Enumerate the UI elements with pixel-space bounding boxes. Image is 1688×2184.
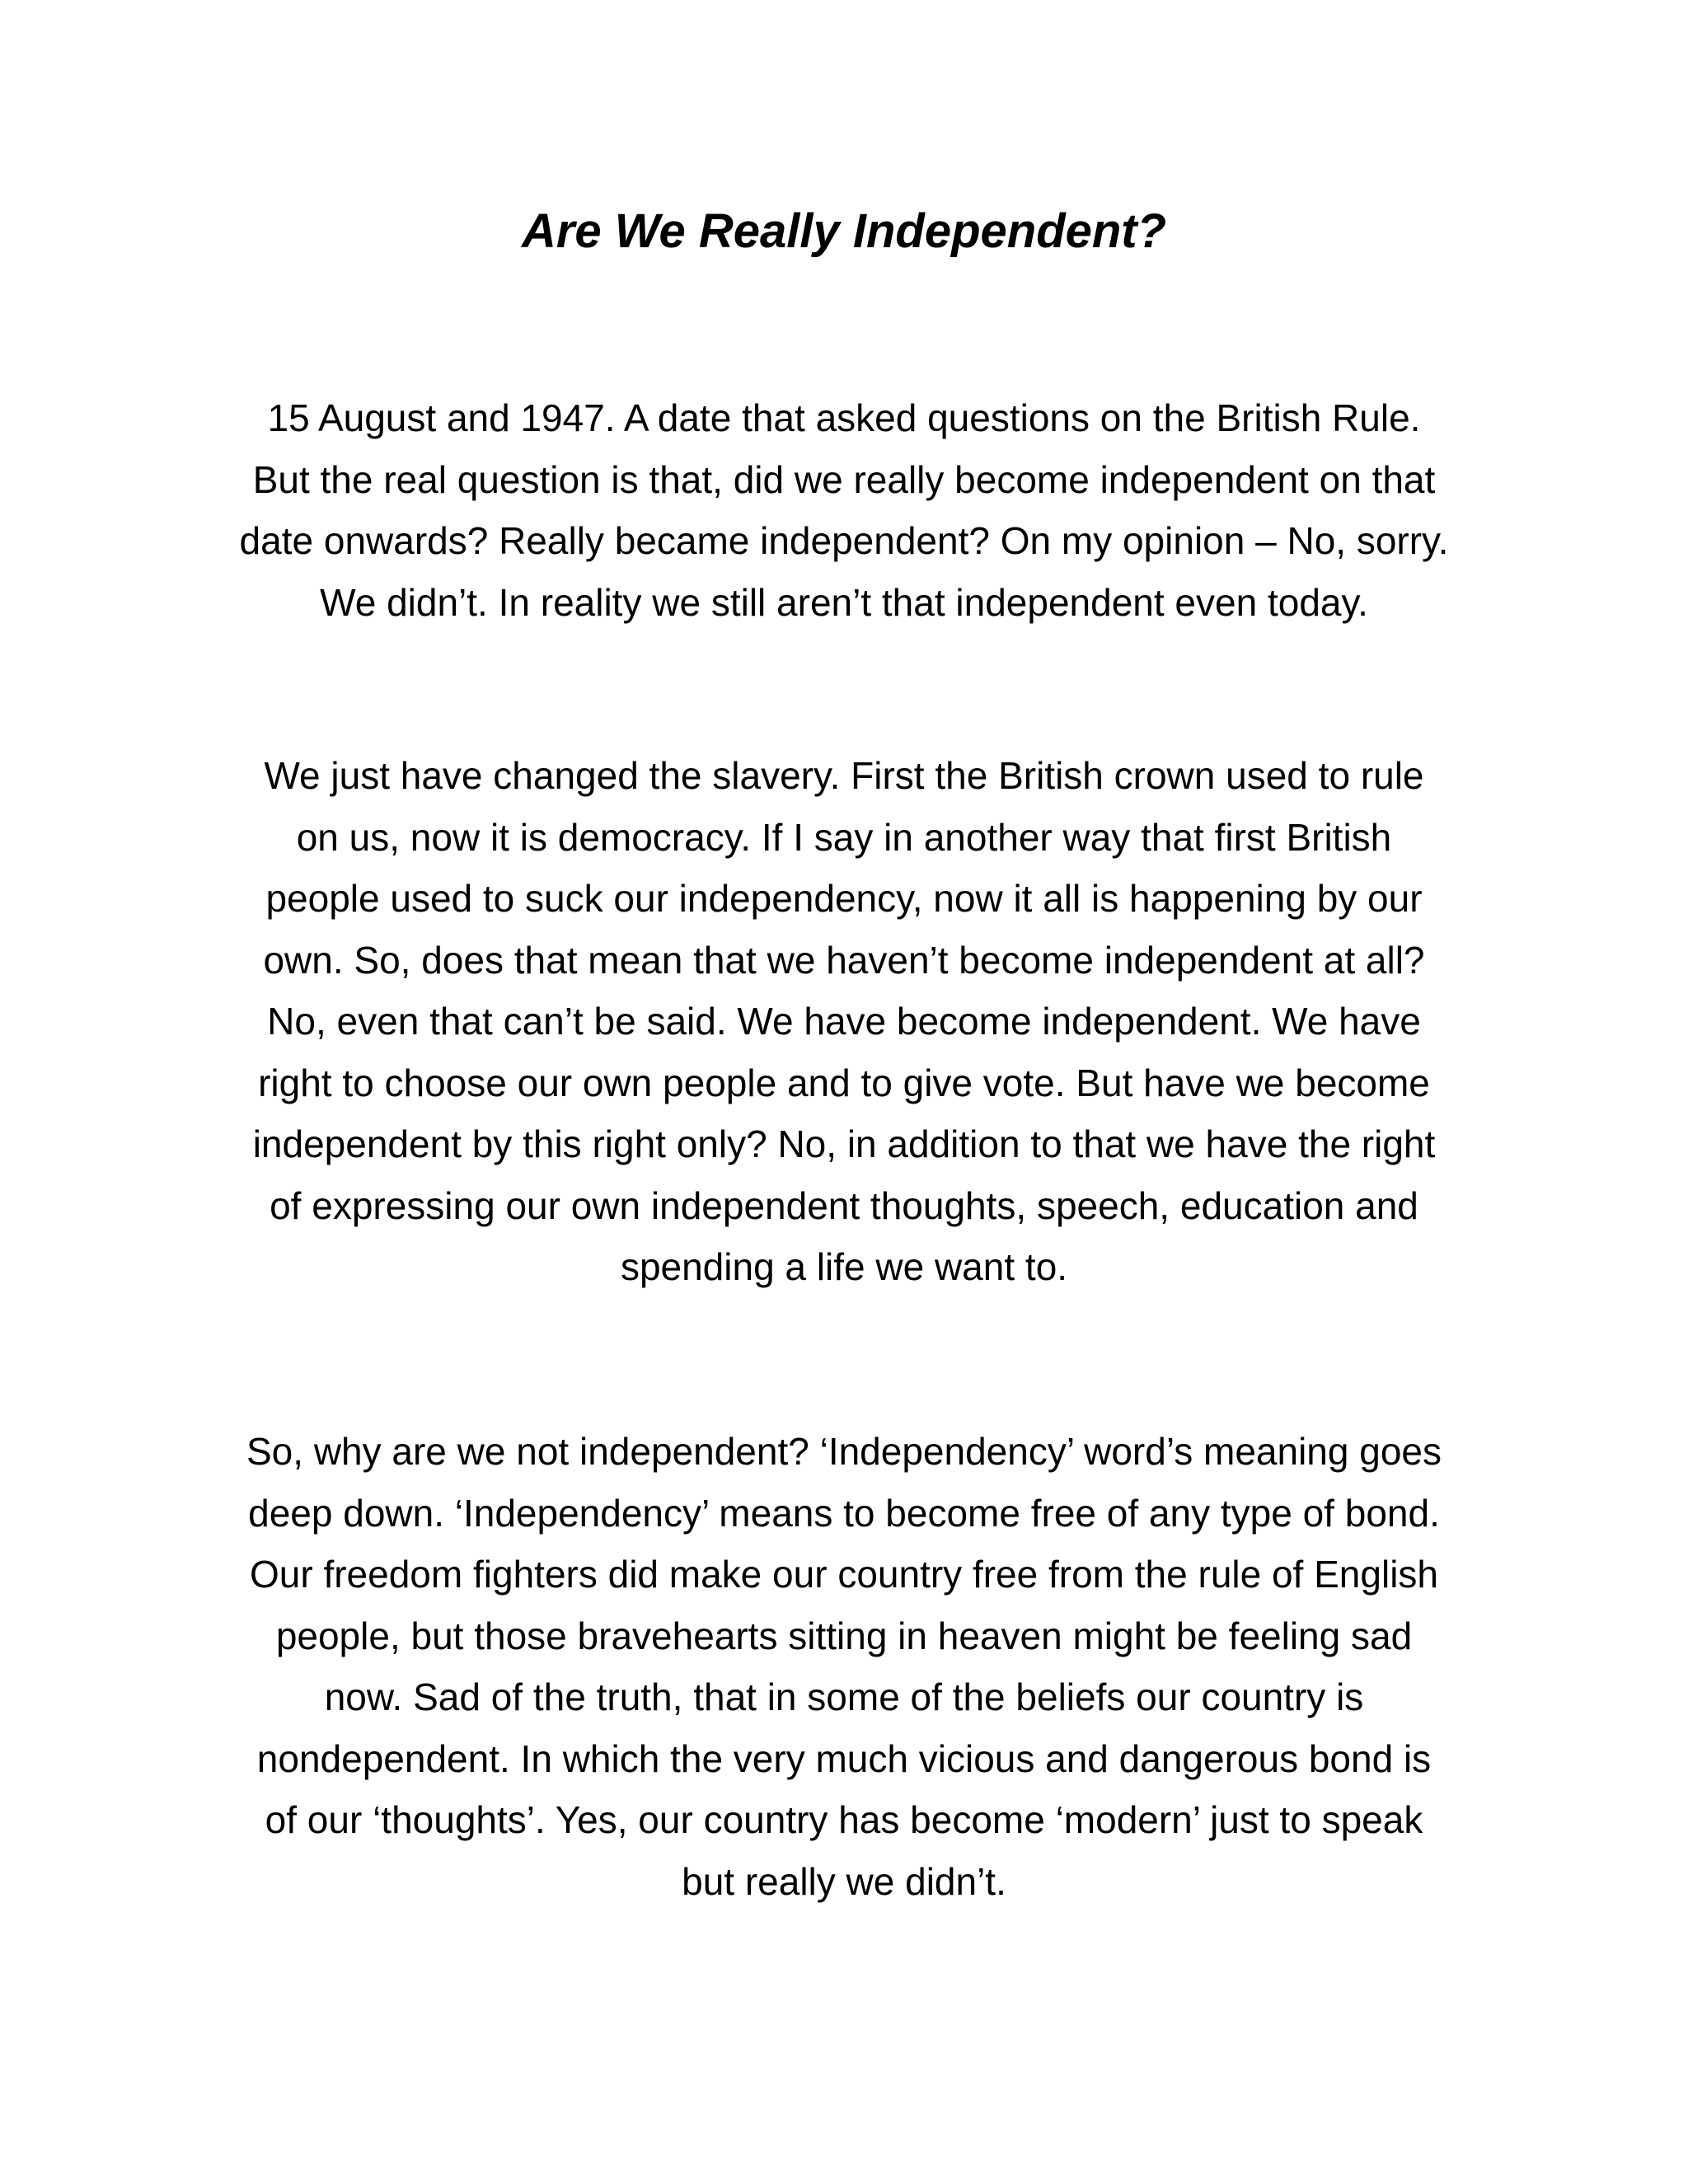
text-line: Our freedom fighters did make our country free from the rule of English xyxy=(250,1553,1438,1596)
text-line: 15 August and 1947. A date that asked questions on the British Rule. xyxy=(267,396,1421,439)
text-line: spending a life we want to. xyxy=(620,1245,1068,1288)
text-line: own. So, does that mean that we haven’t become independent at all? xyxy=(263,938,1425,982)
text-line: deep down. ‘Independency’ means to become free of any type of bond. xyxy=(248,1491,1440,1535)
text-line: nondependent. In which the very much vicious and dangerous bond is xyxy=(256,1736,1432,1780)
text-line: independent by this right only? No, in addition to that we have the right xyxy=(252,1122,1436,1165)
paragraph-1 xyxy=(191,387,1497,633)
text-line: now. Sad of the truth, that in some of the beliefs our country is xyxy=(324,1675,1364,1718)
text-line: We didn’t. In reality we still aren’t that independent even today. xyxy=(320,580,1368,624)
text-line: people, but those bravehearts sitting in heaven might be feeling sad xyxy=(275,1614,1413,1657)
text-line: of our ‘thoughts’. Yes, our country has become ‘modern’ just to speak xyxy=(265,1798,1423,1841)
text-line: But the real question is that, did we really become independent on that xyxy=(252,457,1436,501)
text-line: of expressing our own independent thoughts, speech, education and xyxy=(270,1183,1418,1227)
text-line: people used to suck our independency, now it all is happening by our xyxy=(265,877,1423,920)
text-line: No, even that can’t be said. We have become independent. We have xyxy=(267,1000,1421,1043)
text-line: but really we didn’t. xyxy=(682,1859,1006,1903)
text-line: right to choose our own people and to give vote. But have we become xyxy=(258,1061,1430,1104)
text-line: We just have changed the slavery. First the British crown used to rule xyxy=(264,754,1424,797)
text-line: on us, now it is democracy. If I say in another way that first British xyxy=(296,815,1392,859)
text-line: date onwards? Really became independent? On my opinion – No, sorry. xyxy=(239,519,1449,562)
text-line: So, why are we not independent? ‘Independency’ word’s meaning goes xyxy=(246,1430,1442,1473)
paragraph-2 xyxy=(191,745,1497,1298)
paragraph-3 xyxy=(191,1421,1497,1912)
document-title: Are We Really Independent? xyxy=(521,204,1167,258)
